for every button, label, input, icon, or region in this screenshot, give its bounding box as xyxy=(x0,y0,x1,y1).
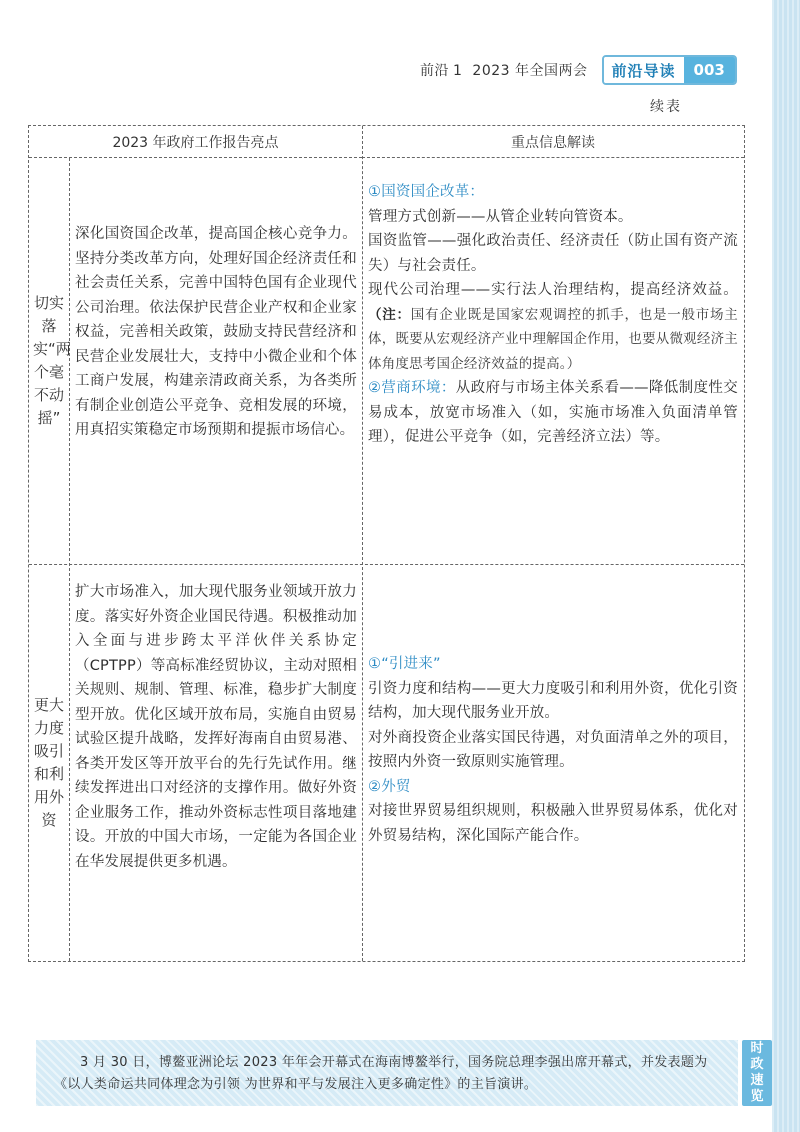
interp-paragraph: 对接世界贸易组织规则，积极融入世界贸易体系，优化对外贸易结构，深化国际产能合作。 xyxy=(368,803,738,844)
interp-paragraph: 引资力度和结构——更大力度吸引和利用外资，优化引资结构，加大现代服务业开放。 xyxy=(368,680,738,721)
content-table xyxy=(28,125,745,962)
interp-paragraph: 对外商投资企业落实国民待遇，对负面清单之外的项目，按照内外资一致原则实施管理。 xyxy=(368,729,738,770)
news-tag-text: 时政速览 xyxy=(750,1041,764,1104)
header-topic xyxy=(420,60,588,80)
category-label: 更大力度吸引和利用外资 xyxy=(33,695,64,829)
interp-heading: ②营商环境： xyxy=(368,380,456,396)
interp-paragraph: 管理方式创新——从管企业转向管资本。 xyxy=(368,208,633,225)
interpretation-block xyxy=(368,652,738,848)
interp-paragraph: 国资监管——强化政治责任、经济责任（防止国有资产流失）与社会责任。 xyxy=(368,233,738,274)
table-header-highlights: 2023 年政府工作报告亮点 xyxy=(29,126,362,158)
note-label: （注： xyxy=(368,306,411,323)
interp-heading: ①“引进来” xyxy=(368,656,441,672)
section-badge xyxy=(602,55,737,85)
news-text: 3 月 30 日，博鳌亚洲论坛 2023 年年会开幕式在海南博鳌举行，国务院总理李强出席开幕式，并发表题为《以人类命运共同体理念为引领 为世界和平与发展注入更多确定性》的主旨演讲。 xyxy=(54,1055,708,1092)
header-section: 前沿 xyxy=(420,63,449,79)
news-box xyxy=(36,1040,738,1106)
header-section-number: 1 xyxy=(453,63,463,79)
news-tag xyxy=(742,1040,772,1106)
row-divider xyxy=(29,564,744,565)
header-topic-text: 2023 年全国两会 xyxy=(472,63,588,79)
category-label: 切实落实“两个毫不动摇” xyxy=(33,294,71,427)
note-text: 国有企业既是国家宏观调控的抓手，也是一般市场主体，既要从宏观经济产业中理解国企作用，也要从微观经济主体角度思考国企经济效益的提高。） xyxy=(368,306,738,372)
category-divider xyxy=(69,158,70,961)
interp-heading: ①国资国企改革： xyxy=(368,184,485,200)
highlight-text: 深化国资国企改革，提高国企核心竞争力。坚持分类改革方向，处理好国企经济责任和社会责任关系，完善中国特色国有企业现代公司治理。依法保护民营企业产权和企业家权益，完善相关政策，鼓励支持民营经济和民营企业发展壮大，支持中小微企业和个体工商户发展，构建亲清政商关系，为各类所有制企业创造公平竞争、竞相发展的环境，用真招实策稳定市场预期和提振市场信心。 xyxy=(75,226,357,438)
column-divider xyxy=(362,126,363,961)
interp-paragraph: 现代公司治理——实行法人治理结构，提高经济效益。（注：国有企业既是国家宏观调控的抓手，也是一般市场主体，既要从宏观经济产业中理解国企作用，也要从微观经济主体角度思考国企经济效益的提高。） xyxy=(368,282,738,372)
highlight-text: 扩大市场准入，加大现代服务业领域开放力度。落实好外资企业国民待遇。积极推动加入全面与进步跨太平洋伙伴关系协定（CPTPP）等高标准经贸协议，主动对照相关规则、规制、管理、标准，稳步扩大制度型开放。优化区域开放布局，实施自由贸易试验区提升战略，发挥好海南自由贸易港、各类开发区等开放平台的先行先试作用。继续发挥进出口对经济的支撑作用。做好外资企业服务工作，推动外资标志性项目落地建设。开放的中国大市场，一定能为各国企业在华发展提供更多机遇。 xyxy=(75,584,357,870)
table-header-interpretation: 重点信息解读 xyxy=(362,126,744,158)
interpretation-block xyxy=(368,180,738,450)
right-margin-stripe xyxy=(772,0,800,1132)
interp-paragraph: ②营商环境：从政府与市场主体关系看——降低制度性交易成本，放宽市场准入（如，实施市场准入负面清单管理），促进公平竞争（如，完善经济立法）等。 xyxy=(368,380,738,445)
badge-title: 前沿导读 xyxy=(604,57,684,83)
page-number: 003 xyxy=(684,57,735,83)
continued-label: 续表 xyxy=(650,99,682,115)
page-header xyxy=(420,56,737,84)
interp-heading: ②外贸 xyxy=(368,778,411,795)
